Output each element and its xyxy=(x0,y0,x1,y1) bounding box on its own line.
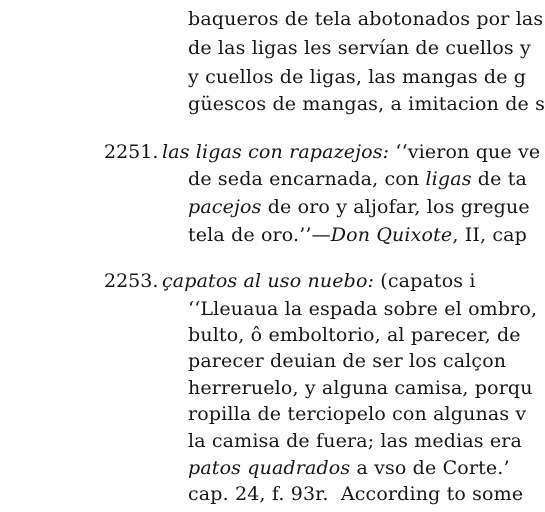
text-line: ropilla de terciopelo con algunas v xyxy=(188,403,527,425)
text-line: bulto, ô emboltorio, al parecer, de xyxy=(188,324,521,346)
italic-term: pacejos xyxy=(188,196,262,218)
entry-number: 2253. xyxy=(104,270,159,292)
text-span: de ta xyxy=(471,168,527,190)
text-span: (capatos i xyxy=(374,270,476,292)
italic-citation: —Don Quixote xyxy=(311,224,453,246)
italic-term: ligas xyxy=(425,168,472,190)
text-line: güescos de mangas, a imitacion de s xyxy=(188,93,545,115)
text-span: , II, cap xyxy=(452,224,527,246)
text-line xyxy=(188,166,527,192)
text-line: y cuellos de ligas, las mangas de g xyxy=(188,66,527,88)
entry-headline xyxy=(162,139,540,165)
entry-lemma: las ligas con rapazejos: xyxy=(162,141,390,163)
text-line: la camisa de fuera; las medias era xyxy=(188,430,523,452)
text-line xyxy=(188,222,527,248)
text-line: ‘‘Lleuaua la espada sobre el ombro, xyxy=(188,298,538,320)
italic-term: patos quadrados xyxy=(188,457,351,479)
text-span: tela de oro.’’ xyxy=(188,224,312,246)
text-line: de las ligas les servían de cuellos y xyxy=(188,37,531,59)
text-line xyxy=(188,194,530,220)
text-span: de oro y aljofar, los gregue xyxy=(261,196,530,218)
text-line: herreruelo, y alguna camisa, porqu xyxy=(188,377,533,399)
entry-number: 2251. xyxy=(104,141,159,163)
text-line: parecer deuian de ser los calçon xyxy=(188,350,507,372)
text-line xyxy=(188,455,510,481)
text-line: baqueros de tela abotonados por las xyxy=(188,8,544,30)
text-span: de seda encarnada, con xyxy=(188,168,426,190)
entry-lemma: çapatos al uso nuebo: xyxy=(162,270,375,292)
text-line: cap. 24, f. 93r. According to some xyxy=(188,483,524,505)
text-span: a vso de Corte.’ xyxy=(350,457,510,479)
text-span: ‘‘vieron que ve xyxy=(389,141,541,163)
entry-headline xyxy=(162,268,476,294)
